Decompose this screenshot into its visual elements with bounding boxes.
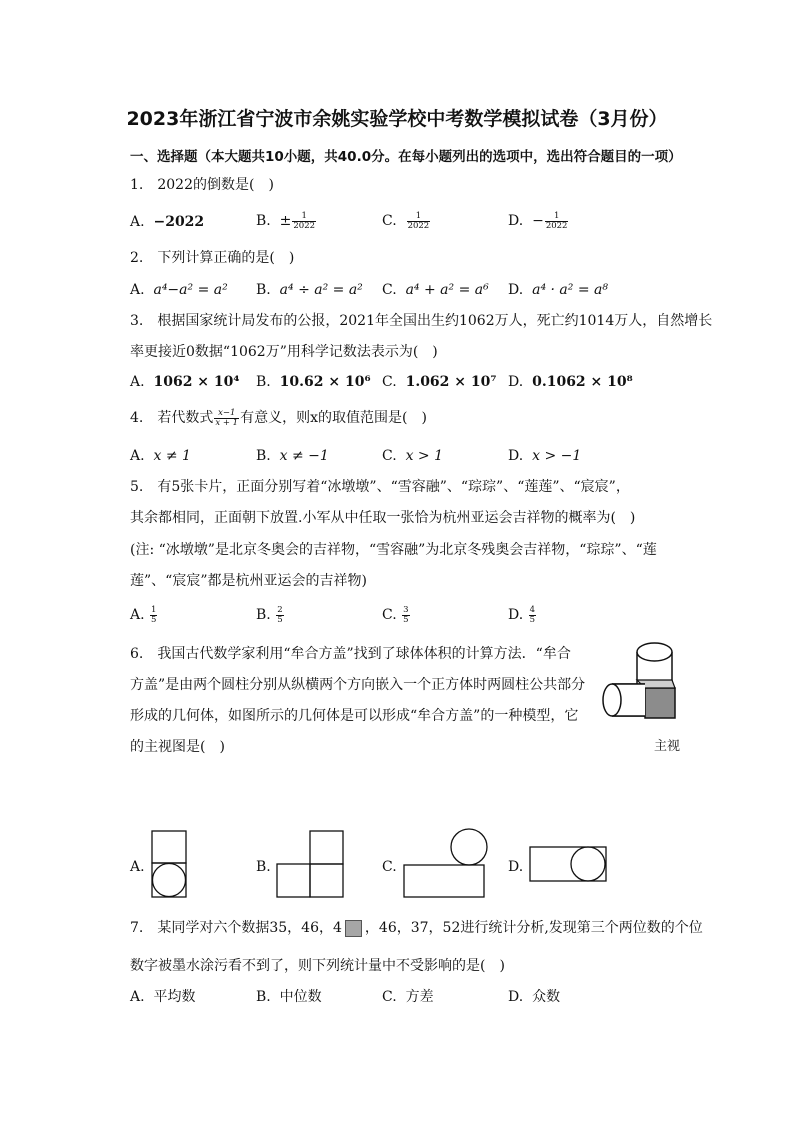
option-prefix: ± bbox=[279, 213, 292, 229]
option-label: B. bbox=[256, 282, 271, 298]
q4-stem bbox=[130, 408, 427, 428]
q3-option-d[interactable] bbox=[508, 372, 633, 392]
option-label: C. bbox=[382, 282, 397, 298]
option-label: A. bbox=[130, 607, 145, 623]
option-b-figure bbox=[275, 829, 345, 899]
option-text: a⁴ ÷ a² = a² bbox=[279, 282, 363, 298]
q4-option-b[interactable] bbox=[256, 446, 329, 466]
q3-option-c[interactable] bbox=[382, 372, 497, 392]
option-text: 10.62 × 10⁶ bbox=[279, 374, 371, 390]
fraction: $\frac{1}{2022}$ bbox=[293, 210, 316, 231]
option-label: A. bbox=[130, 859, 145, 875]
q7-option-c[interactable] bbox=[382, 987, 434, 1007]
q3-stem-line2: 率更接近0数据“1062万”用科学记数法表示为( ) bbox=[130, 344, 438, 360]
q6-option-b[interactable] bbox=[256, 857, 271, 877]
q4-option-d[interactable] bbox=[508, 446, 581, 466]
option-text: 平均数 bbox=[153, 989, 196, 1005]
q7-stem-pre: 7. 某同学对六个数据35，46，4 bbox=[130, 920, 342, 936]
option-label: D. bbox=[508, 989, 524, 1005]
fraction: $\frac{1}{2022}$ bbox=[545, 210, 568, 231]
option-label: C. bbox=[382, 989, 397, 1005]
option-text: a⁴ · a² = a⁸ bbox=[532, 282, 608, 298]
option-text: 众数 bbox=[532, 989, 561, 1005]
q6-option-a[interactable] bbox=[130, 857, 145, 877]
option-label: C. bbox=[382, 859, 397, 875]
option-label: B. bbox=[256, 213, 271, 229]
option-label: D. bbox=[508, 282, 524, 298]
ink-smudge bbox=[345, 920, 362, 937]
option-text: 1.062 × 10⁷ bbox=[405, 374, 497, 390]
q5-note-line2: 莲”、“宸宸”都是杭州亚运会的吉祥物) bbox=[130, 573, 367, 589]
q2-option-b[interactable] bbox=[256, 280, 363, 300]
option-label: B. bbox=[256, 448, 271, 464]
option-label: D. bbox=[508, 607, 524, 623]
option-text: x ≠ 1 bbox=[153, 448, 191, 464]
q3-option-b[interactable] bbox=[256, 372, 371, 392]
option-d-figure bbox=[528, 845, 610, 885]
option-label: B. bbox=[256, 989, 271, 1005]
option-label: D. bbox=[508, 859, 524, 875]
option-label: D. bbox=[508, 374, 524, 390]
option-label: D. bbox=[508, 448, 524, 464]
option-label: C. bbox=[382, 374, 397, 390]
fraction: $\frac{2}{5}$ bbox=[277, 604, 283, 625]
figure-caption: 主视 bbox=[654, 739, 681, 754]
q2-stem: 2. 下列计算正确的是( ) bbox=[130, 250, 295, 266]
q2-option-a[interactable] bbox=[130, 280, 228, 300]
q5-stem-line1: 5. 有5张卡片，正面分别写着“冰墩墩”、“雪容融”、“琮琮”、“莲莲”、“宸宸”， bbox=[130, 479, 630, 495]
option-label: C. bbox=[382, 448, 397, 464]
option-text: x > −1 bbox=[532, 448, 582, 464]
q5-option-b[interactable] bbox=[256, 605, 285, 625]
q5-option-a[interactable] bbox=[130, 605, 158, 625]
q4-stem-pre: 4. 若代数式 bbox=[130, 410, 214, 426]
option-label: D. bbox=[508, 213, 524, 229]
q3-stem-line1: 3. 根据国家统计局发布的公报，2021年全国出生约1062万人，死亡约1014万人，自然增长 bbox=[130, 313, 713, 329]
q2-option-d[interactable] bbox=[508, 280, 608, 300]
model-figure bbox=[600, 640, 690, 730]
option-text: x ≠ −1 bbox=[279, 448, 329, 464]
q1-option-c[interactable] bbox=[382, 211, 431, 231]
option-text: 0.1062 × 10⁸ bbox=[532, 374, 633, 390]
q7-stem-line2: 数字被墨水涂污看不到了，则下列统计量中不受影响的是( ) bbox=[130, 958, 505, 974]
q4-option-a[interactable] bbox=[130, 446, 191, 466]
option-text: −2022 bbox=[153, 214, 205, 230]
q7-stem-post: ，46，37，52进行统计分析,发现第三个两位数的个位 bbox=[364, 920, 703, 936]
q6-stem-line3: 形成的几何体，如图所示的几何体是可以形成“牟合方盖”的一种模型，它 bbox=[130, 708, 579, 724]
option-label: B. bbox=[256, 607, 271, 623]
option-label: B. bbox=[256, 859, 271, 875]
option-text: 1062 × 10⁴ bbox=[153, 374, 240, 390]
q2-option-c[interactable] bbox=[382, 280, 489, 300]
fraction: $\frac{1}{2022}$ bbox=[407, 210, 430, 231]
option-label: A. bbox=[130, 448, 145, 464]
option-text: x > 1 bbox=[405, 448, 444, 464]
option-a-figure bbox=[150, 829, 190, 899]
q1-option-a[interactable] bbox=[130, 212, 204, 232]
option-prefix: − bbox=[532, 213, 544, 229]
section-heading: 一、选择题（本大题共10小题，共40.0分。在每小题列出的选项中，选出符合题目的一项） bbox=[130, 149, 682, 165]
q1-option-b[interactable] bbox=[256, 211, 317, 231]
q7-option-d[interactable] bbox=[508, 987, 560, 1007]
q1-stem: 1. 2022的倒数是( ) bbox=[130, 177, 274, 193]
q6-option-c[interactable] bbox=[382, 857, 397, 877]
fraction: $\frac{1}{5}$ bbox=[151, 604, 157, 625]
fraction: $\frac{4}{5}$ bbox=[529, 604, 536, 625]
option-label: C. bbox=[382, 213, 397, 229]
option-text: 中位数 bbox=[279, 989, 322, 1005]
option-c-figure bbox=[402, 828, 492, 900]
option-label: A. bbox=[130, 374, 145, 390]
option-label: A. bbox=[130, 214, 145, 230]
q7-option-b[interactable] bbox=[256, 987, 322, 1007]
q5-option-c[interactable] bbox=[382, 605, 411, 625]
q1-option-d[interactable] bbox=[508, 211, 569, 231]
q5-option-d[interactable] bbox=[508, 605, 537, 625]
option-text: a⁴ + a² = a⁶ bbox=[405, 282, 489, 298]
option-text: 方差 bbox=[405, 989, 434, 1005]
exam-title: 2023年浙江省宁波市余姚实验学校中考数学模拟试卷（3月份） bbox=[126, 108, 668, 130]
fraction: $\frac{3}{5}$ bbox=[403, 604, 409, 625]
q6-stem-line2: 方盖”是由两个圆柱分别从纵横两个方向嵌入一个正方体时两圆柱公共部分 bbox=[130, 677, 586, 693]
option-label: C. bbox=[382, 607, 397, 623]
q4-option-c[interactable] bbox=[382, 446, 443, 466]
option-label: A. bbox=[130, 989, 145, 1005]
q6-stem-line4: 的主视图是( ) bbox=[130, 739, 225, 755]
fraction: $\frac{x-1}{x + 1}$ bbox=[215, 407, 239, 428]
option-label: B. bbox=[256, 374, 271, 390]
q7-option-a[interactable] bbox=[130, 987, 195, 1007]
q7-stem-line1 bbox=[130, 918, 703, 938]
q5-stem-line2: 其余都相同，正面朝下放置.小军从中任取一张恰为杭州亚运会吉祥物的概率为( ) bbox=[130, 510, 636, 526]
option-label: A. bbox=[130, 282, 145, 298]
q4-stem-post: 有意义，则x的取值范围是( ) bbox=[240, 410, 427, 426]
option-text: a⁴−a² = a² bbox=[153, 282, 228, 298]
q6-stem-line1: 6. 我国古代数学家利用“牟合方盖”找到了球体体积的计算方法．“牟合 bbox=[130, 646, 571, 662]
q3-option-a[interactable] bbox=[130, 372, 240, 392]
q6-option-d[interactable] bbox=[508, 857, 523, 877]
q5-note-line1: (注: “冰墩墩”是北京冬奥会的吉祥物，“雪容融”为北京冬残奥会吉祥物，“琮琮”、“莲 bbox=[130, 542, 657, 558]
